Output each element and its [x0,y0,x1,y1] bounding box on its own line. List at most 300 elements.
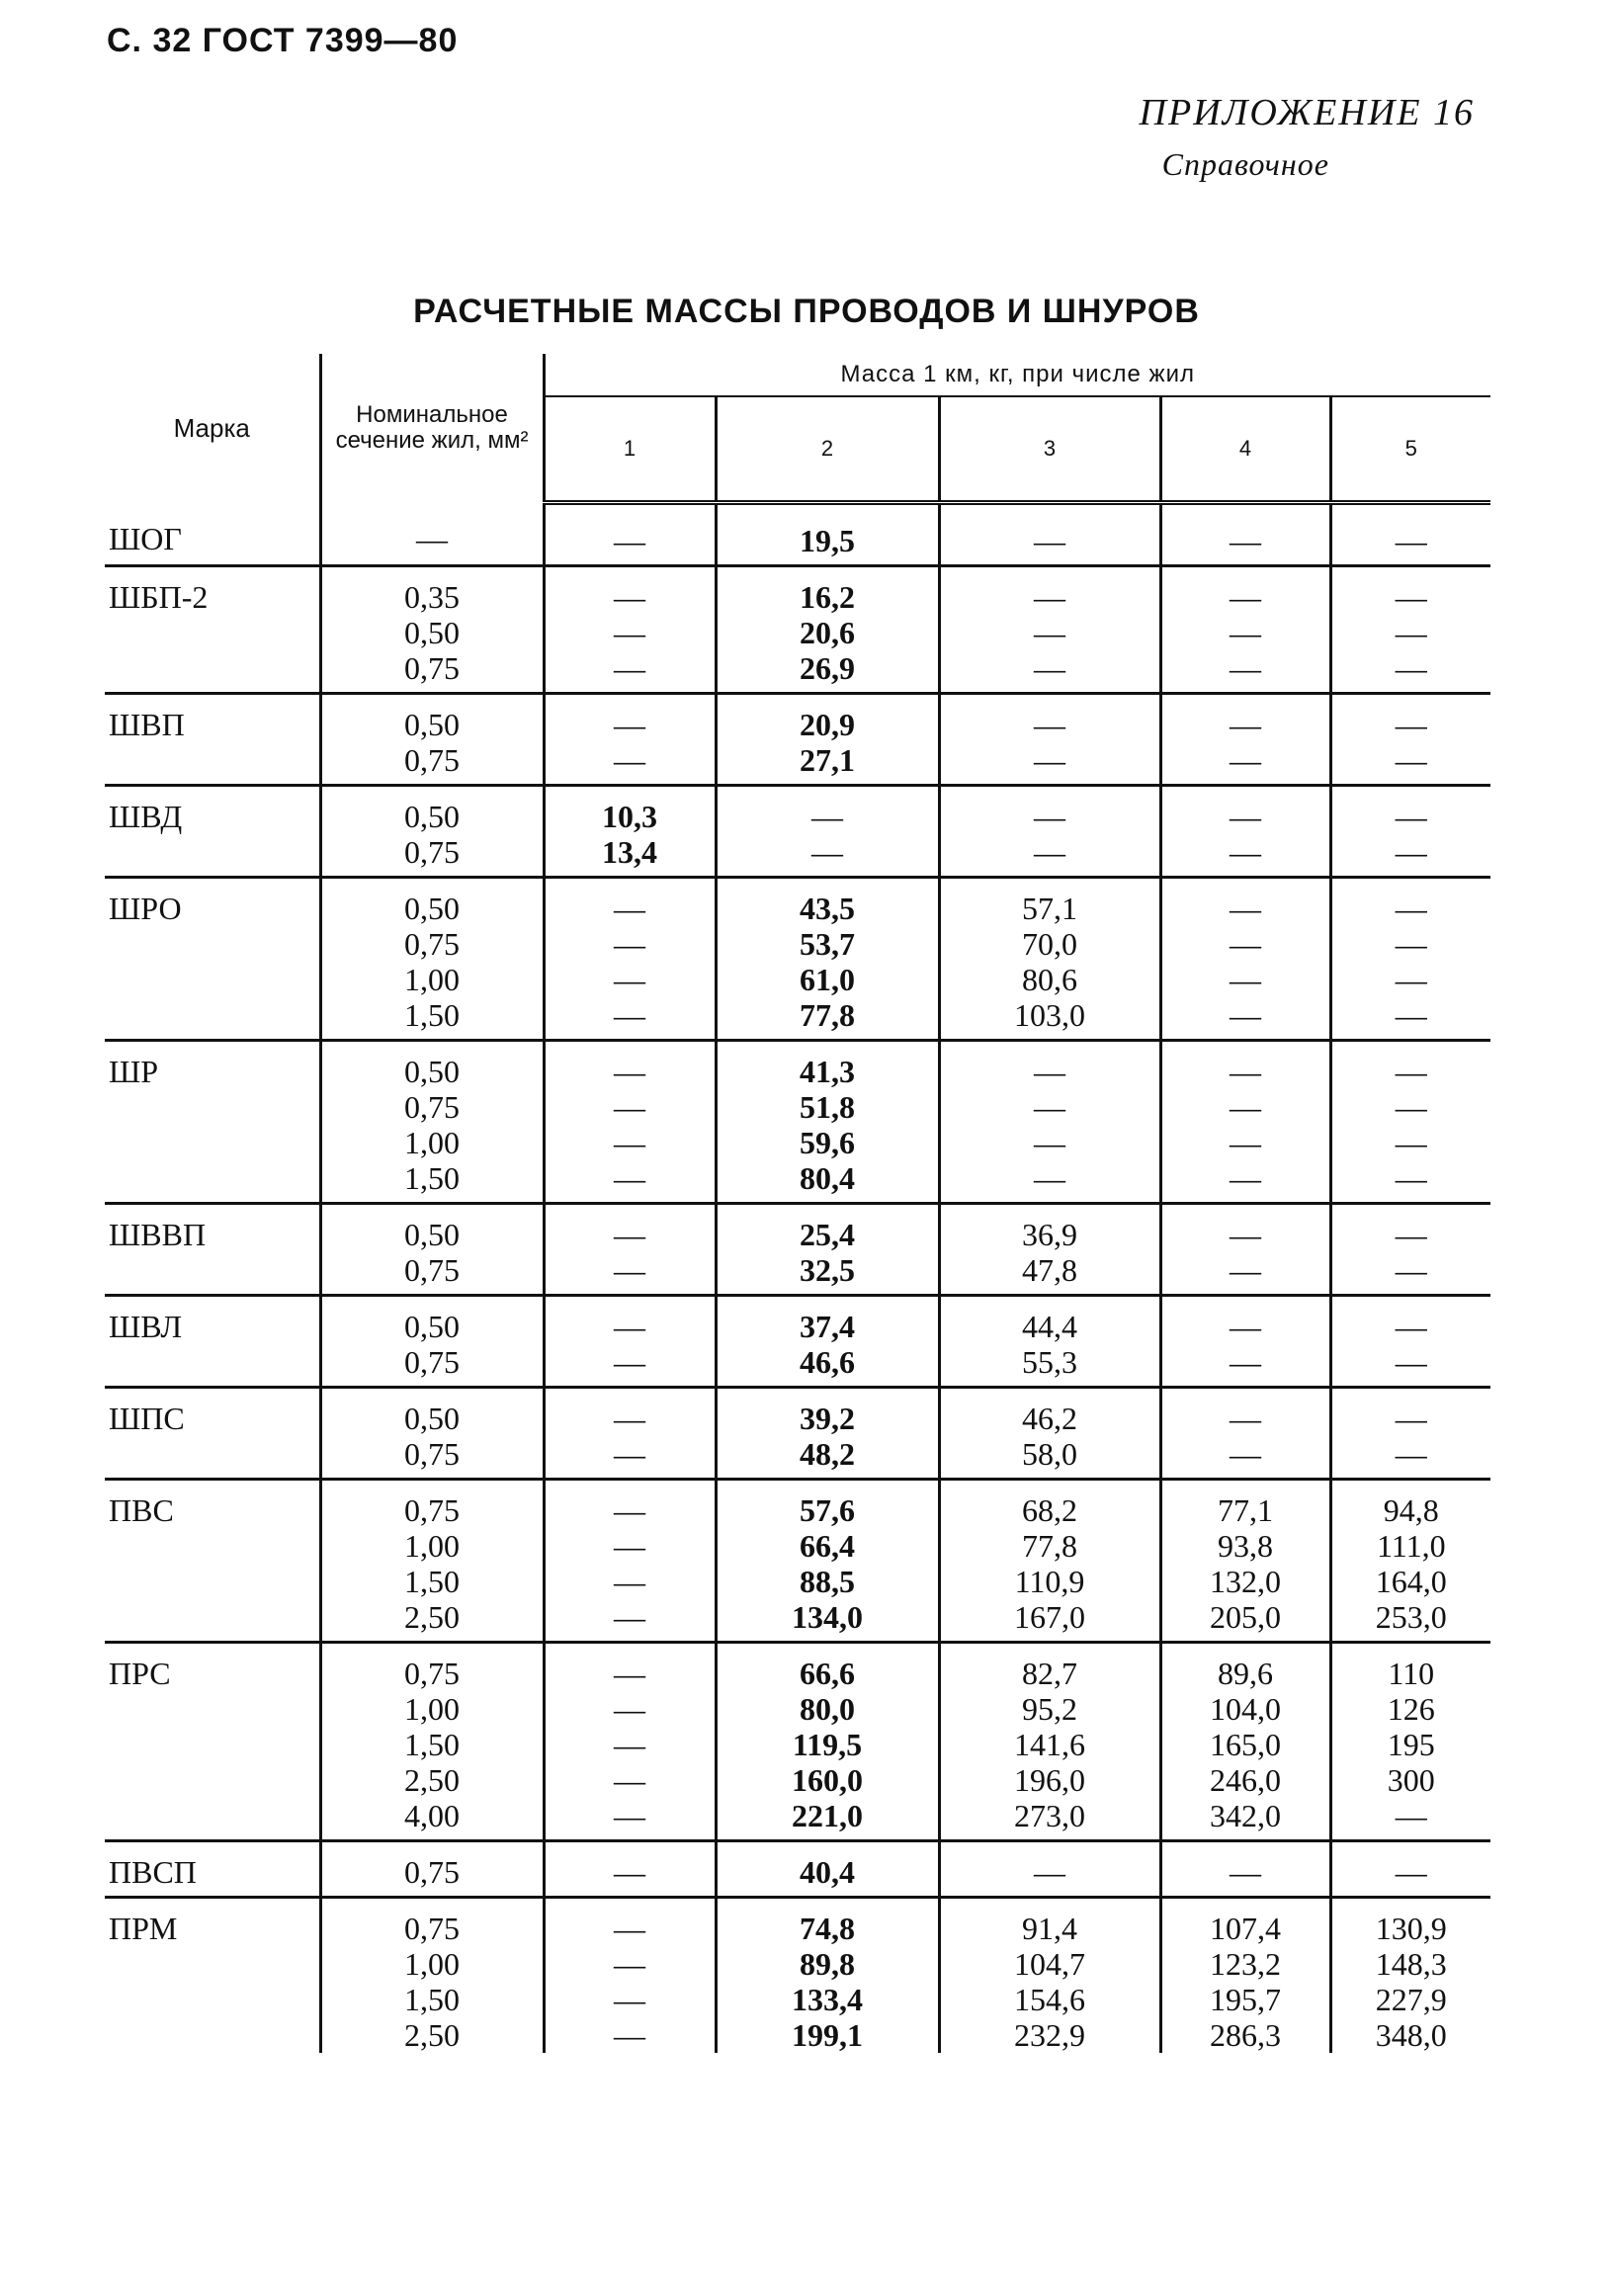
cores-5-cell [1330,1643,1490,1841]
header-cores-4: 4 [1160,396,1330,503]
cell-value: — [1034,1054,1065,1089]
cell-value: — [614,1309,645,1344]
cell-value: 80,6 [1022,962,1077,997]
cell-value: — [1034,834,1065,870]
cores-3-cell [939,694,1160,786]
cell-value: — [614,1656,645,1691]
cell-value: 0,75 [404,926,460,962]
cell-value: 25,4 [800,1217,855,1252]
cell-value: 119,5 [792,1727,863,1762]
page-reference: С. 32 ГОСТ 7399—80 [107,22,459,59]
cell-value: — [1395,1401,1427,1436]
section-cell [320,1296,544,1388]
cell-value: — [1034,650,1065,686]
cores-3-cell [939,878,1160,1041]
cell-value: — [1230,1125,1261,1160]
cell-value: 134,0 [792,1599,863,1635]
header-cores-2: 2 [716,396,939,503]
cell-value: 205,0 [1210,1599,1281,1635]
marka-cell [105,1480,320,1643]
cores-5-cell [1330,1841,1490,1898]
appendix-subtitle: Справочное [1161,146,1329,182]
cores-2-cell [716,878,939,1041]
marka-label: ШР [109,1054,159,1089]
cell-value: 0,75 [404,1854,460,1890]
section-cell [320,878,544,1041]
cell-value: — [1034,1125,1065,1160]
cores-2-cell [716,503,939,566]
cell-value: 82,7 [1022,1656,1077,1691]
cell-value: — [614,1436,645,1472]
cell-value: — [614,1946,645,1982]
cell-value: — [1395,1054,1427,1089]
cores-2-cell [716,1841,939,1898]
cell-value: 273,0 [1014,1798,1085,1833]
marka-label: ШБП-2 [109,579,209,615]
table-row [105,503,1490,566]
cell-value: 2,50 [404,2017,460,2053]
cores-2-cell [716,1643,939,1841]
cell-value: — [614,1798,645,1833]
cores-4-cell [1160,1388,1330,1480]
cores-2-cell [716,694,939,786]
cell-value: — [1034,615,1065,650]
cell-value: 196,0 [1014,1762,1085,1798]
cell-value: 80,4 [800,1160,855,1196]
cell-value: — [1395,962,1427,997]
table-row [105,786,1490,878]
cell-value: — [614,1911,645,1946]
cores-4-cell [1160,1204,1330,1296]
table-row [105,1041,1490,1204]
cores-5-cell [1330,1296,1490,1388]
cores-4-cell [1160,1041,1330,1204]
cell-value: 68,2 [1022,1492,1077,1528]
cell-value: 58,0 [1022,1436,1077,1472]
cell-value: 19,5 [800,523,855,558]
cell-value: 66,4 [800,1528,855,1564]
cores-2-cell [716,786,939,878]
cores-4-cell [1160,1898,1330,2054]
cores-2-cell [716,1296,939,1388]
section-cell [320,1898,544,2054]
marka-label: ШРО [109,891,182,926]
cell-value: 2,50 [404,1762,460,1798]
marka-cell [105,694,320,786]
cell-value: 232,9 [1014,2017,1085,2053]
cell-value: 44,4 [1022,1309,1077,1344]
cell-value: — [614,1089,645,1125]
section-cell [320,786,544,878]
section-cell [320,1480,544,1643]
cell-value: — [1230,1252,1261,1288]
cell-value: — [614,579,645,615]
cell-value: 1,00 [404,1125,460,1160]
cores-1-cell [544,1841,716,1898]
cell-value: — [614,650,645,686]
cell-value: 0,75 [404,1344,460,1380]
table-row [105,694,1490,786]
cell-value: 110 [1388,1656,1435,1691]
cell-value: — [1395,579,1427,615]
cell-value: — [1395,1854,1427,1890]
cell-value: 0,75 [404,1252,460,1288]
cores-1-cell [544,1388,716,1480]
cores-2-cell [716,1041,939,1204]
cell-value: — [1395,799,1427,834]
cell-value: — [1395,523,1427,558]
cell-value: — [614,1982,645,2017]
cores-2-cell [716,1480,939,1643]
cores-3-cell [939,1841,1160,1898]
cell-value: 91,4 [1022,1911,1077,1946]
marka-label: ПРМ [109,1911,178,1946]
cell-value: — [1395,997,1427,1033]
cores-4-cell [1160,1480,1330,1643]
cell-value: 0,50 [404,891,460,926]
cell-value: 221,0 [792,1798,863,1833]
cell-value: — [614,1217,645,1252]
cell-value: — [1230,1089,1261,1125]
cell-value: — [1395,1089,1427,1125]
cell-value: — [1395,891,1427,926]
cell-value: — [1395,1344,1427,1380]
table-row [105,1388,1490,1480]
cell-value: — [1395,1217,1427,1252]
cell-value: 88,5 [800,1564,855,1599]
cores-4-cell [1160,1296,1330,1388]
cell-value: 80,0 [800,1691,855,1727]
cell-value: 51,8 [800,1089,855,1125]
cell-value: 59,6 [800,1125,855,1160]
cores-5-cell [1330,1388,1490,1480]
table-row [105,1296,1490,1388]
cell-value: — [1230,1054,1261,1089]
cell-value: 57,1 [1022,891,1077,926]
cell-value: — [614,1252,645,1288]
cell-value: 110,9 [1014,1564,1085,1599]
cell-value: 0,50 [404,799,460,834]
cell-value: 107,4 [1210,1911,1281,1946]
cell-value: 0,50 [404,707,460,742]
cores-5-cell [1330,1204,1490,1296]
cell-value: 13,4 [602,834,657,870]
cell-value: 48,2 [800,1436,855,1472]
cores-5-cell [1330,1480,1490,1643]
cell-value: 1,00 [404,1691,460,1727]
cell-value: — [614,891,645,926]
table-row [105,1204,1490,1296]
table-row [105,1898,1490,2054]
cell-value: — [614,2017,645,2053]
cell-value: — [614,1054,645,1089]
cell-value: 0,75 [404,650,460,686]
cell-value: 46,6 [800,1344,855,1380]
cell-value: 0,75 [404,834,460,870]
cell-value: — [614,1528,645,1564]
cell-value: — [1395,650,1427,686]
cell-value: — [1395,1309,1427,1344]
cell-value: — [1395,742,1427,778]
cell-value: 20,9 [800,707,855,742]
cell-value: 132,0 [1210,1564,1281,1599]
cell-value: — [1230,615,1261,650]
cores-3-cell [939,786,1160,878]
cell-value: — [1395,1252,1427,1288]
cores-3-cell [939,1898,1160,2054]
cell-value: — [614,1727,645,1762]
marka-label: ШВВП [109,1217,207,1252]
cell-value: 0,35 [404,579,460,615]
cell-value: 40,4 [800,1854,855,1890]
cell-value: — [416,520,448,556]
table-row [105,566,1490,694]
cores-1-cell [544,503,716,566]
cell-value: — [1230,1854,1261,1890]
cell-value: — [1395,926,1427,962]
cell-value: 4,00 [404,1798,460,1833]
cell-value: 1,00 [404,1528,460,1564]
marka-label: ШВЛ [109,1309,183,1344]
cell-value: 167,0 [1014,1599,1085,1635]
marka-cell [105,1643,320,1841]
cell-value: 89,6 [1218,1656,1273,1691]
cell-value: 148,3 [1375,1946,1447,1982]
marka-label: ШВП [109,707,185,742]
cell-value: 300 [1387,1762,1435,1798]
cores-4-cell [1160,503,1330,566]
cores-1-cell [544,1296,716,1388]
cores-3-cell [939,503,1160,566]
cores-4-cell [1160,694,1330,786]
cores-3-cell [939,1204,1160,1296]
cell-value: 20,6 [800,615,855,650]
cell-value: 1,50 [404,1160,460,1196]
cell-value: 36,9 [1022,1217,1077,1252]
cell-value: — [1230,579,1261,615]
section-cell [320,566,544,694]
section-cell [320,1643,544,1841]
cell-value: — [1395,1798,1427,1833]
cell-value: — [1395,1160,1427,1196]
cell-value: — [1230,650,1261,686]
cell-value: — [614,1762,645,1798]
cell-value: 61,0 [800,962,855,997]
cores-2-cell [716,1204,939,1296]
header-cores-3: 3 [939,396,1160,503]
cell-value: 1,50 [404,1982,460,2017]
cell-value: 93,8 [1218,1528,1273,1564]
cores-5-cell [1330,566,1490,694]
cell-value: 77,8 [800,997,855,1033]
cell-value: 0,75 [404,1089,460,1125]
cell-value: 10,3 [602,799,657,834]
cell-value: 0,75 [404,1656,460,1691]
cell-value: 0,50 [404,615,460,650]
cell-value: 43,5 [800,891,855,926]
cores-5-cell [1330,1041,1490,1204]
cell-value: 286,3 [1210,2017,1281,2053]
cell-value: — [614,523,645,558]
marka-cell [105,1296,320,1388]
cell-value: 89,8 [800,1946,855,1982]
cell-value: 55,3 [1022,1344,1077,1380]
cell-value: 47,8 [1022,1252,1077,1288]
cell-value: — [1395,1125,1427,1160]
cell-value: 130,9 [1375,1911,1447,1946]
cell-value: — [614,1401,645,1436]
cell-value: 70,0 [1022,926,1077,962]
cell-value: — [1230,926,1261,962]
cell-value: — [614,1564,645,1599]
cores-1-cell [544,1204,716,1296]
cell-value: 246,0 [1210,1762,1281,1798]
marka-cell [105,1204,320,1296]
section-cell [320,503,544,566]
cell-value: — [1034,523,1065,558]
marka-label: ШВД [109,799,183,834]
cores-4-cell [1160,566,1330,694]
cell-value: — [1230,742,1261,778]
cell-value: 0,50 [404,1054,460,1089]
cores-4-cell [1160,878,1330,1041]
cell-value: 199,1 [792,2017,863,2053]
cell-value: — [614,1691,645,1727]
cell-value: — [614,926,645,962]
cell-value: 111,0 [1376,1528,1446,1564]
table-row [105,1480,1490,1643]
cell-value: 1,50 [404,1727,460,1762]
marka-cell [105,503,320,566]
cell-value: — [614,1160,645,1196]
section-cell [320,1388,544,1480]
cores-3-cell [939,1643,1160,1841]
table-row [105,1841,1490,1898]
cell-value: 2,50 [404,1599,460,1635]
cell-value: — [614,1854,645,1890]
cell-value: — [1230,834,1261,870]
cell-value: 27,1 [800,742,855,778]
cell-value: — [811,799,843,834]
mass-table [105,354,1490,2053]
marka-cell [105,1841,320,1898]
marka-cell [105,786,320,878]
cell-value: 32,5 [800,1252,855,1288]
cell-value: — [1230,962,1261,997]
cores-2-cell [716,1388,939,1480]
cell-value: 164,0 [1375,1564,1447,1599]
cell-value: — [614,1492,645,1528]
cores-4-cell [1160,1841,1330,1898]
cell-value: 104,7 [1014,1946,1085,1982]
cores-3-cell [939,1296,1160,1388]
cores-5-cell [1330,1898,1490,2054]
cell-value: — [1395,834,1427,870]
cell-value: 126 [1387,1691,1435,1727]
marka-cell [105,1041,320,1204]
cell-value: — [1230,523,1261,558]
cell-value: 195 [1387,1727,1435,1762]
cell-value: 46,2 [1022,1401,1077,1436]
cell-value: — [614,1125,645,1160]
marka-cell [105,1898,320,2054]
cell-value: — [1395,615,1427,650]
cores-5-cell [1330,786,1490,878]
marka-label: ПВСП [109,1854,197,1890]
cell-value: 26,9 [800,650,855,686]
cores-1-cell [544,1480,716,1643]
cell-value: — [1230,997,1261,1033]
cell-value: — [614,962,645,997]
cores-3-cell [939,566,1160,694]
table-body [105,503,1490,2054]
cell-value: — [1034,742,1065,778]
cell-value: 39,2 [800,1401,855,1436]
cores-1-cell [544,1643,716,1841]
cell-value: — [1230,1344,1261,1380]
cell-value: — [1034,579,1065,615]
cores-3-cell [939,1388,1160,1480]
cores-5-cell [1330,694,1490,786]
cell-value: — [614,1599,645,1635]
cell-value: 1,50 [404,1564,460,1599]
marka-label: ШПС [109,1401,185,1436]
cell-value: — [1230,1160,1261,1196]
section-cell [320,694,544,786]
header-cores-1: 1 [544,396,716,503]
cell-value: — [1230,1217,1261,1252]
cell-value: 103,0 [1014,997,1085,1033]
cores-1-cell [544,1041,716,1204]
cores-3-cell [939,1041,1160,1204]
cell-value: 77,1 [1218,1492,1273,1528]
cell-value: 195,7 [1210,1982,1281,2017]
marka-label: ПВС [109,1492,174,1528]
cores-1-cell [544,786,716,878]
cell-value: 1,00 [404,1946,460,1982]
cores-1-cell [544,878,716,1041]
section-cell [320,1841,544,1898]
marka-label: ШОГ [109,520,182,556]
cell-value: — [1395,1436,1427,1472]
cell-value: 95,2 [1022,1691,1077,1727]
cell-value: 141,6 [1014,1727,1085,1762]
cell-value: 0,50 [404,1217,460,1252]
cell-value: 227,9 [1375,1982,1447,2017]
header-cores-5: 5 [1330,396,1490,503]
cores-5-cell [1330,878,1490,1041]
section-cell [320,1204,544,1296]
cell-value: 1,50 [404,997,460,1033]
cell-value: 160,0 [792,1762,863,1798]
cores-3-cell [939,1480,1160,1643]
cell-value: 0,50 [404,1401,460,1436]
cell-value: — [1034,1089,1065,1125]
cell-value: — [1034,799,1065,834]
cell-value: 133,4 [792,1982,863,2017]
cell-value: 66,6 [800,1656,855,1691]
header-marka: Марка [173,412,250,443]
cell-value: 342,0 [1210,1798,1281,1833]
cell-value: 53,7 [800,926,855,962]
cores-4-cell [1160,1643,1330,1841]
cell-value: — [1230,1436,1261,1472]
cores-5-cell [1330,503,1490,566]
cores-4-cell [1160,786,1330,878]
cell-value: 165,0 [1210,1727,1281,1762]
cell-value: 253,0 [1375,1599,1447,1635]
cell-value: 16,2 [800,579,855,615]
